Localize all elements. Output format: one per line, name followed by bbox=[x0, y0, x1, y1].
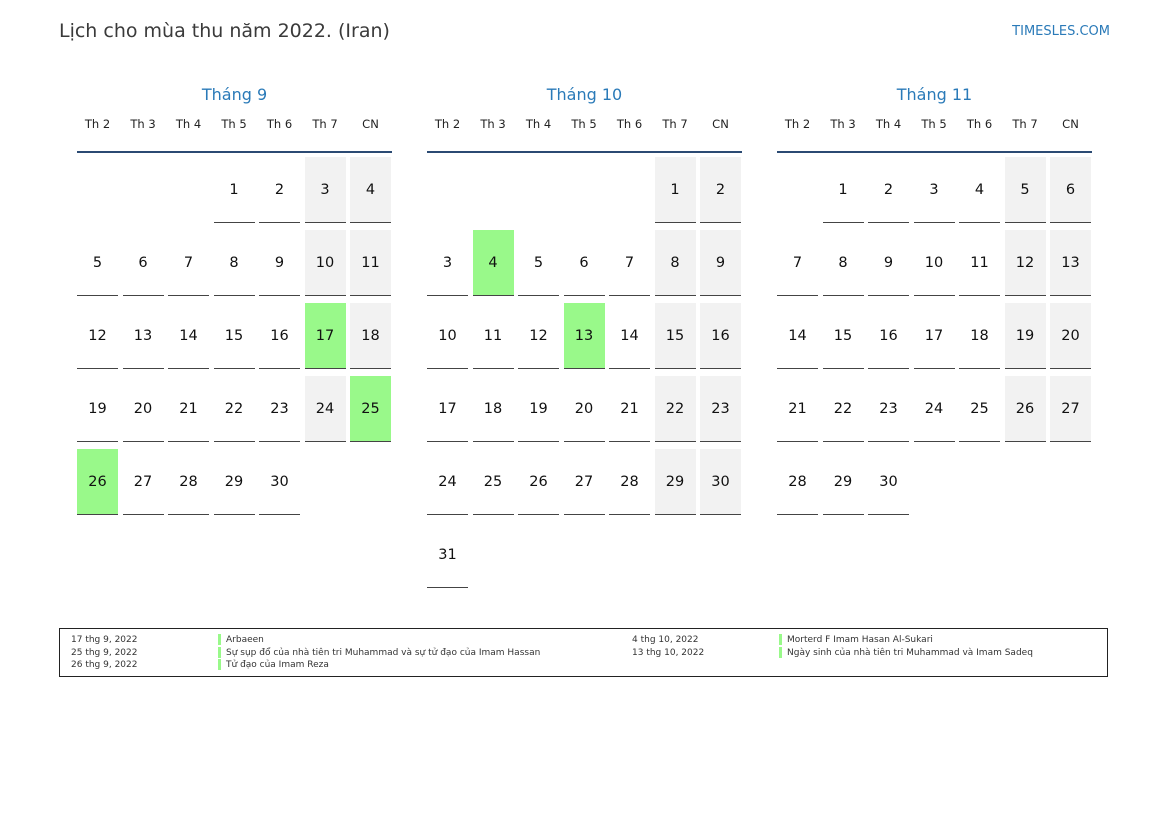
legend-color-marker bbox=[779, 647, 782, 658]
day-cell[interactable]: 28 bbox=[777, 449, 818, 515]
day-cell[interactable]: 2 bbox=[259, 157, 300, 223]
month-title: Tháng 10 bbox=[546, 85, 623, 104]
weekday-label: Th 7 bbox=[662, 117, 688, 131]
day-cell[interactable]: 5 bbox=[77, 230, 118, 296]
day-cell-holiday[interactable]: 25 bbox=[350, 376, 391, 442]
day-cell[interactable]: 16 bbox=[259, 303, 300, 369]
day-cell[interactable]: 9 bbox=[868, 230, 909, 296]
day-cell[interactable]: 25 bbox=[959, 376, 1000, 442]
weekday-label: Th 7 bbox=[312, 117, 338, 131]
month-november bbox=[777, 84, 1092, 597]
day-cell[interactable]: 11 bbox=[350, 230, 391, 296]
weekday-label: Th 2 bbox=[434, 117, 461, 131]
weekday-label: Th 6 bbox=[966, 117, 993, 131]
day-cell[interactable]: 5 bbox=[1005, 157, 1046, 223]
day-cell[interactable]: 15 bbox=[823, 303, 864, 369]
weekday-label: Th 3 bbox=[830, 117, 856, 131]
weekday-label: Th 3 bbox=[480, 117, 506, 131]
day-cell[interactable]: 1 bbox=[655, 157, 696, 223]
day-cell[interactable]: 13 bbox=[123, 303, 164, 369]
day-cell[interactable]: 17 bbox=[427, 376, 468, 442]
weekday-label: Th 4 bbox=[525, 117, 552, 131]
day-cell[interactable]: 21 bbox=[609, 376, 650, 442]
day-cell[interactable]: 4 bbox=[350, 157, 391, 223]
day-cell[interactable]: 13 bbox=[1050, 230, 1091, 296]
day-cell-holiday[interactable]: 13 bbox=[564, 303, 605, 369]
day-cell[interactable]: 30 bbox=[259, 449, 300, 515]
weekday-label: CN bbox=[1062, 117, 1079, 131]
weekday-label: Th 2 bbox=[784, 117, 811, 131]
site-link[interactable]: TIMESLES.COM bbox=[1012, 24, 1110, 39]
day-cell[interactable]: 15 bbox=[655, 303, 696, 369]
day-cell[interactable]: 8 bbox=[214, 230, 255, 296]
day-cell[interactable]: 11 bbox=[959, 230, 1000, 296]
day-cell[interactable]: 18 bbox=[350, 303, 391, 369]
legend-holiday-name: Arbaeen bbox=[226, 635, 264, 645]
day-cell[interactable]: 8 bbox=[655, 230, 696, 296]
day-cell[interactable]: 14 bbox=[168, 303, 209, 369]
day-cell[interactable]: 31 bbox=[427, 522, 468, 588]
day-cell[interactable]: 26 bbox=[1005, 376, 1046, 442]
day-cell[interactable]: 22 bbox=[655, 376, 696, 442]
legend-date: 17 thg 9, 2022 bbox=[71, 635, 138, 645]
weekday-label: Th 5 bbox=[921, 117, 947, 131]
weekday-label: Th 2 bbox=[84, 117, 111, 131]
legend-holiday-name: Tử đạo của Imam Reza bbox=[226, 660, 329, 670]
day-cell[interactable]: 27 bbox=[123, 449, 164, 515]
day-cell[interactable]: 24 bbox=[305, 376, 346, 442]
day-cell[interactable]: 16 bbox=[868, 303, 909, 369]
day-cell-holiday[interactable]: 26 bbox=[77, 449, 118, 515]
day-cell[interactable]: 21 bbox=[777, 376, 818, 442]
day-cell[interactable]: 16 bbox=[700, 303, 741, 369]
day-cell[interactable]: 21 bbox=[168, 376, 209, 442]
day-cell[interactable]: 19 bbox=[518, 376, 559, 442]
day-cell[interactable]: 12 bbox=[518, 303, 559, 369]
legend-item bbox=[60, 647, 1107, 659]
legend-date: 13 thg 10, 2022 bbox=[632, 647, 705, 658]
day-cell[interactable]: 18 bbox=[959, 303, 1000, 369]
day-cell[interactable]: 3 bbox=[427, 230, 468, 296]
day-grid bbox=[427, 157, 742, 597]
weekday-header bbox=[777, 116, 1092, 153]
legend-item bbox=[60, 659, 1107, 671]
day-cell[interactable]: 24 bbox=[427, 449, 468, 515]
day-cell[interactable]: 23 bbox=[259, 376, 300, 442]
holiday-legend bbox=[59, 628, 1108, 677]
day-cell[interactable]: 29 bbox=[655, 449, 696, 515]
day-cell[interactable]: 28 bbox=[168, 449, 209, 515]
day-cell[interactable]: 3 bbox=[914, 157, 955, 223]
day-cell[interactable]: 6 bbox=[1050, 157, 1091, 223]
month-october bbox=[427, 84, 742, 597]
day-cell[interactable]: 19 bbox=[1005, 303, 1046, 369]
day-cell[interactable]: 2 bbox=[868, 157, 909, 223]
day-cell[interactable]: 7 bbox=[168, 230, 209, 296]
day-cell[interactable]: 20 bbox=[123, 376, 164, 442]
day-cell[interactable]: 12 bbox=[77, 303, 118, 369]
weekday-label: Th 6 bbox=[616, 117, 643, 131]
weekday-label: Th 5 bbox=[571, 117, 597, 131]
page-title: Lịch cho mùa thu năm 2022. (Iran) bbox=[59, 20, 390, 42]
day-cell[interactable]: 28 bbox=[609, 449, 650, 515]
day-cell[interactable]: 18 bbox=[473, 376, 514, 442]
month-september bbox=[77, 84, 392, 597]
day-cell[interactable]: 27 bbox=[1050, 376, 1091, 442]
legend-item bbox=[60, 634, 1107, 646]
day-cell[interactable]: 19 bbox=[77, 376, 118, 442]
day-cell[interactable]: 1 bbox=[823, 157, 864, 223]
weekday-header bbox=[77, 116, 392, 153]
day-cell[interactable]: 4 bbox=[959, 157, 1000, 223]
day-cell-holiday[interactable]: 4 bbox=[473, 230, 514, 296]
day-cell[interactable]: 7 bbox=[609, 230, 650, 296]
day-cell[interactable]: 25 bbox=[473, 449, 514, 515]
day-cell[interactable]: 27 bbox=[564, 449, 605, 515]
legend-date: 4 thg 10, 2022 bbox=[632, 635, 699, 645]
day-cell[interactable]: 22 bbox=[214, 376, 255, 442]
day-cell[interactable]: 12 bbox=[1005, 230, 1046, 296]
weekday-label: Th 7 bbox=[1012, 117, 1038, 131]
legend-holiday-name: Morterd F Imam Hasan Al-Sukari bbox=[787, 635, 933, 645]
day-cell[interactable]: 3 bbox=[305, 157, 346, 223]
day-cell[interactable]: 9 bbox=[259, 230, 300, 296]
month-title: Tháng 11 bbox=[896, 85, 973, 104]
weekday-label: CN bbox=[712, 117, 729, 131]
day-cell[interactable]: 1 bbox=[214, 157, 255, 223]
day-cell[interactable]: 20 bbox=[564, 376, 605, 442]
day-cell[interactable]: 2 bbox=[700, 157, 741, 223]
day-cell[interactable]: 24 bbox=[914, 376, 955, 442]
day-cell[interactable]: 20 bbox=[1050, 303, 1091, 369]
day-cell[interactable]: 9 bbox=[700, 230, 741, 296]
day-cell[interactable]: 5 bbox=[518, 230, 559, 296]
day-cell[interactable]: 14 bbox=[609, 303, 650, 369]
weekday-header bbox=[427, 116, 742, 153]
weekday-label: Th 6 bbox=[266, 117, 293, 131]
day-cell[interactable]: 29 bbox=[823, 449, 864, 515]
day-cell[interactable]: 11 bbox=[473, 303, 514, 369]
weekday-label: Th 3 bbox=[130, 117, 156, 131]
day-cell[interactable]: 10 bbox=[914, 230, 955, 296]
weekday-label: Th 4 bbox=[175, 117, 202, 131]
day-grid bbox=[77, 157, 392, 597]
day-cell[interactable]: 15 bbox=[214, 303, 255, 369]
day-cell[interactable]: 30 bbox=[868, 449, 909, 515]
day-cell[interactable]: 8 bbox=[823, 230, 864, 296]
legend-date: 26 thg 9, 2022 bbox=[71, 660, 138, 670]
day-cell[interactable]: 23 bbox=[700, 376, 741, 442]
day-cell[interactable]: 14 bbox=[777, 303, 818, 369]
day-cell[interactable]: 22 bbox=[823, 376, 864, 442]
day-cell[interactable]: 6 bbox=[564, 230, 605, 296]
day-cell[interactable]: 23 bbox=[868, 376, 909, 442]
legend-color-marker bbox=[218, 659, 221, 670]
legend-holiday-name: Sự sụp đổ của nhà tiên tri Muhammad và sự tử đạo của Imam Hassan bbox=[226, 647, 541, 658]
weekday-label: CN bbox=[362, 117, 379, 131]
weekday-label: Th 5 bbox=[221, 117, 247, 131]
legend-holiday-name: Ngày sinh của nhà tiên tri Muhammad và Imam Sadeq bbox=[787, 647, 1033, 658]
day-cell[interactable]: 7 bbox=[777, 230, 818, 296]
legend-color-marker bbox=[779, 634, 782, 645]
day-cell[interactable]: 26 bbox=[518, 449, 559, 515]
day-cell[interactable]: 17 bbox=[914, 303, 955, 369]
legend-date: 25 thg 9, 2022 bbox=[71, 647, 138, 658]
day-cell[interactable]: 10 bbox=[427, 303, 468, 369]
day-cell-holiday[interactable]: 17 bbox=[305, 303, 346, 369]
weekday-label: Th 4 bbox=[875, 117, 902, 131]
day-cell[interactable]: 10 bbox=[305, 230, 346, 296]
day-grid bbox=[777, 157, 1092, 597]
month-title: Tháng 9 bbox=[201, 85, 268, 104]
day-cell[interactable]: 29 bbox=[214, 449, 255, 515]
day-cell[interactable]: 30 bbox=[700, 449, 741, 515]
day-cell[interactable]: 6 bbox=[123, 230, 164, 296]
